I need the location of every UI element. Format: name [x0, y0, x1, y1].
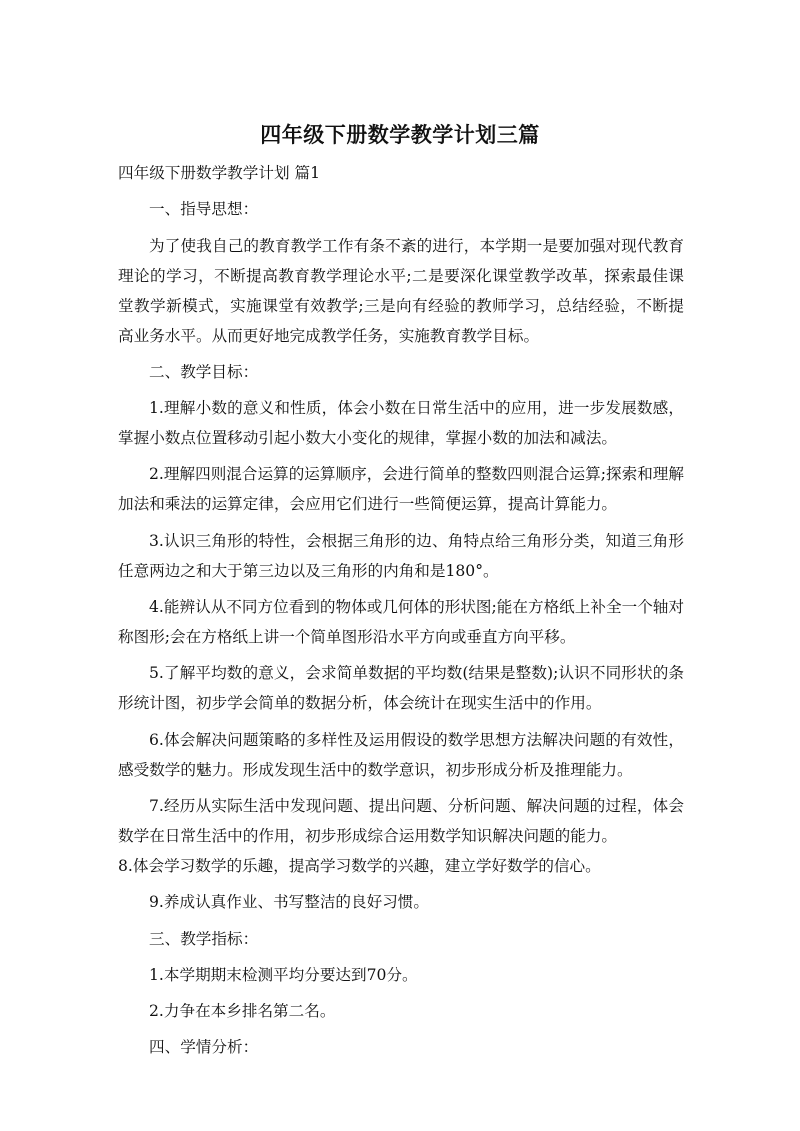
goal-item-4: 4.能辨认从不同方位看到的物体或几何体的形状图;能在方格纸上补全一个轴对称图形;会在方格纸上讲一个简单图形沿水平方向或垂直方向平移。: [118, 598, 684, 647]
indicator-item-2: 2.力争在本乡排名第二名。: [149, 1002, 336, 1021]
paragraph-guiding-ideology: 为了使我自己的教育教学工作有条不紊的进行，本学期一是要加强对现代教育理论的学习，不断提高教育教学理论水平;二是要深化课堂教学改革，探索最佳课堂教学新模式，实施课堂有效教学;三是向有经验的教师学习，总结经验，不断提高业务水平。从而更好地完成教学任务，实施教育教学目标。: [118, 236, 684, 345]
goal-item-3: 3.认识三角形的特性，会根据三角形的边、角特点给三角形分类，知道三角形任意两边之和大于第三边以及三角形的内角和是180°。: [118, 531, 684, 580]
document-body: [118, 158, 684, 1069]
indicator-item-1: 1.本学期期末检测平均分要达到70分。: [149, 965, 418, 984]
section-heading-teaching-goals: 二、教学目标：: [149, 362, 259, 381]
goal-item-7: 7.经历从实际生活中发现问题、提出问题、分析问题、解决问题的过程，体会数学在日常生活中的作用，初步形成综合运用数学知识解决问题的能力。: [118, 796, 684, 845]
goal-item-2: 2.理解四则混合运算的运算顺序，会进行简单的整数四则混合运算;探索和理解加法和乘法的运算定律，会应用它们进行一些简便运算，提高计算能力。: [118, 465, 684, 514]
document-subtitle: 四年级下册数学教学计划 篇1: [118, 164, 321, 182]
goal-item-8: 8.体会学习数学的乐趣，提高学习数学的兴趣，建立学好数学的信心。: [118, 856, 601, 875]
section-heading-guiding-ideology: 一、指导思想：: [149, 200, 259, 219]
goal-item-1: 1.理解小数的意义和性质，体会小数在日常生活中的应用，进一步发展数感，掌握小数点位置移动引起小数大小变化的规律，掌握小数的加法和减法。: [118, 399, 684, 448]
section-heading-teaching-indicators: 三、教学指标：: [149, 929, 259, 948]
goal-item-5: 5.了解平均数的意义，会求简单数据的平均数(结果是整数);认识不同形状的条形统计图，初步学会简单的数据分析，体会统计在现实生活中的作用。: [118, 664, 684, 713]
goal-item-6: 6.体会解决问题策略的多样性及运用假设的数学思想方法解决问题的有效性，感受数学的魅力。形成发现生活中的数学意识，初步形成分析及推理能力。: [118, 730, 684, 779]
goal-item-9: 9.养成认真作业、书写整洁的良好习惯。: [149, 893, 429, 912]
document-title: 四年级下册数学教学计划三篇: [260, 123, 540, 147]
section-heading-student-analysis: 四、学情分析：: [149, 1038, 259, 1057]
